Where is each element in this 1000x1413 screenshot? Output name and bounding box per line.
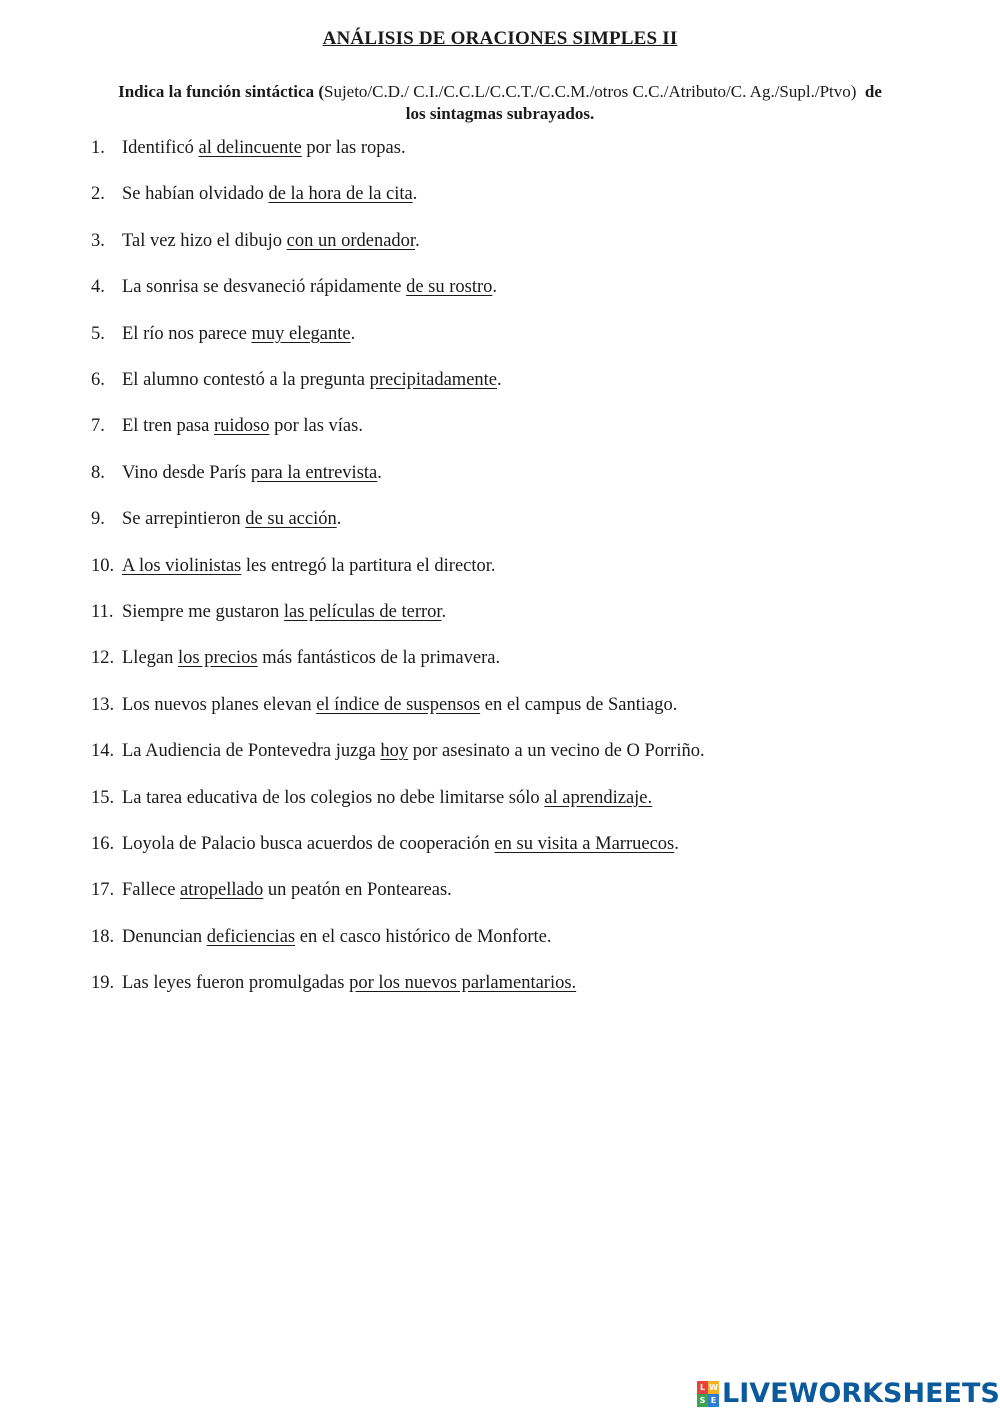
- sentence-post: .: [497, 370, 502, 390]
- logo-tile: W: [709, 1383, 718, 1392]
- sentence-pre: Vino desde París: [122, 462, 251, 483]
- sentence-post: .: [441, 602, 447, 622]
- page-title: ANÁLISIS DE ORACIONES SIMPLES II: [322, 28, 678, 49]
- sentence-pre: Se habían olvidado: [122, 184, 269, 205]
- sentence-pre: Loyola de Palacio busca acuerdos de cooperación: [122, 834, 495, 854]
- underlined-phrase: en su visita a Marruecos: [494, 834, 675, 854]
- sentence-pre: La tarea educativa de los colegios no debe limitarse sólo: [122, 787, 545, 808]
- sentence-post: .: [377, 462, 382, 483]
- sentence-pre: Llegan: [122, 648, 178, 669]
- sentence-pre: El tren pasa: [122, 416, 214, 437]
- sentence-post: .: [674, 834, 679, 854]
- underlined-phrase: ruidoso: [213, 416, 270, 437]
- logo-text: LIVEWORKSHEETS: [722, 1378, 1000, 1409]
- underlined-phrase: al aprendizaje.: [544, 787, 653, 808]
- underlined-phrase: por los nuevos parlamentarios.: [349, 973, 577, 994]
- sentence-post: les entregó la partitura el director.: [241, 555, 496, 576]
- sentence-text: [122, 184, 417, 205]
- sentence-number: 19.: [91, 973, 115, 994]
- sentence-text: [122, 602, 446, 623]
- sentence-text: [122, 788, 652, 809]
- sentence-text: [122, 556, 496, 577]
- sentence-post: .: [336, 509, 342, 530]
- sentence-number: 9.: [91, 509, 105, 530]
- sentence-post: por las ropas.: [301, 138, 406, 158]
- sentence-number: 4.: [91, 277, 105, 298]
- underlined-phrase: deficiencias: [206, 926, 296, 947]
- sentence-number: 14.: [91, 741, 115, 762]
- sentence-number: 18.: [91, 926, 115, 947]
- sentence-text: [122, 927, 551, 948]
- sentence-text: [122, 880, 452, 901]
- underlined-phrase: de su rostro: [406, 277, 493, 298]
- sentence-number: 15.: [91, 787, 115, 808]
- sentence-text: [122, 416, 363, 437]
- sentence-number: 17.: [91, 880, 115, 901]
- instructions-roles: Sujeto/C.D./ C.I./C.C.L/C.C.T./C.C.M./otros C.C./Atributo/C. Ag./Supl./Ptvo): [323, 82, 857, 101]
- sentence-number: 1.: [91, 138, 105, 158]
- sentence-text: [122, 695, 677, 716]
- sentence-post: en el casco histórico de Monforte.: [295, 926, 552, 947]
- sentence-number: 5.: [91, 323, 105, 344]
- sentence-pre: Se arrepintieron: [122, 509, 246, 530]
- underlined-phrase: de su acción: [245, 509, 337, 530]
- sentence-text: [122, 509, 341, 530]
- sentence-post: .: [415, 230, 420, 251]
- sentence-text: [122, 324, 355, 345]
- instructions: [110, 81, 890, 125]
- sentence-text: [122, 370, 502, 391]
- sentence-number: 3.: [91, 230, 105, 251]
- logo-tile: S: [697, 1394, 708, 1407]
- logo-icon: [697, 1381, 719, 1407]
- liveworksheets-logo: [697, 1377, 1000, 1411]
- underlined-phrase: los precios: [178, 648, 258, 669]
- underlined-phrase: muy elegante: [251, 323, 351, 344]
- sentence-pre: El alumno contestó a la pregunta: [122, 370, 370, 390]
- sentence-number: 13.: [91, 694, 115, 715]
- logo-tile: L: [697, 1381, 708, 1394]
- sentence-number: 11.: [91, 602, 114, 622]
- sentence-text: [122, 834, 679, 855]
- sentence-text: [122, 231, 420, 252]
- sentence-number: 8.: [91, 462, 105, 483]
- underlined-phrase: hoy: [380, 741, 409, 762]
- sentence-text: [122, 973, 576, 994]
- sentence-text: [122, 741, 705, 762]
- sentence-pre: La Audiencia de Pontevedra juzga: [122, 741, 381, 762]
- sentence-number: 10.: [91, 555, 115, 576]
- sentence-number: 7.: [91, 416, 105, 437]
- sentence-pre: Los nuevos planes elevan: [122, 694, 317, 715]
- underlined-phrase: precipitadamente: [369, 370, 498, 390]
- sentence-number: 12.: [91, 648, 115, 669]
- underlined-phrase: para la entrevista: [250, 462, 378, 483]
- sentence-text: [122, 648, 500, 669]
- sentence-pre: La sonrisa se desvaneció rápidamente: [122, 277, 407, 298]
- sentence-post: por las vías.: [269, 416, 363, 437]
- underlined-phrase: atropellado: [180, 880, 264, 901]
- underlined-phrase: con un ordenador: [286, 230, 416, 251]
- instructions-bold-end: de los sintagmas subrayados.: [405, 82, 882, 123]
- sentence-pre: El río nos parece: [122, 323, 252, 344]
- sentence-pre: Identificó: [122, 138, 199, 158]
- sentence-pre: Las leyes fueron promulgadas: [122, 973, 350, 994]
- sentence-number: 16.: [91, 834, 115, 854]
- sentence-text: [122, 463, 382, 484]
- underlined-phrase: A los violinistas: [122, 555, 242, 576]
- sentence-pre: Fallece: [122, 880, 181, 901]
- sentence-pre: Denuncian: [122, 926, 207, 947]
- sentence-pre: Siempre me gustaron: [122, 602, 284, 622]
- sentence-pre: Tal vez hizo el dibujo: [122, 230, 287, 251]
- sentence-post: en el campus de Santiago.: [480, 694, 678, 715]
- sentence-post: .: [350, 323, 356, 344]
- sentence-post: por asesinato a un vecino de O Porriño.: [408, 741, 705, 762]
- instructions-bold-start: Indica la función sintáctica (: [118, 82, 324, 101]
- sentence-number: 2.: [91, 184, 105, 205]
- logo-tile: E: [708, 1394, 719, 1407]
- sentence-post: más fantásticos de la primavera.: [257, 648, 501, 669]
- sentence-post: un peatón en Ponteareas.: [263, 880, 452, 901]
- sentence-post: .: [492, 277, 498, 298]
- sentence-text: [122, 138, 406, 159]
- sentence-text: [122, 277, 497, 298]
- sentence-post: .: [412, 184, 418, 205]
- underlined-phrase: el índice de suspensos: [316, 694, 481, 715]
- underlined-phrase: de la hora de la cita: [268, 184, 413, 205]
- underlined-phrase: al delincuente: [198, 138, 302, 158]
- sentence-number: 6.: [91, 370, 105, 390]
- underlined-phrase: las películas de terror: [283, 602, 442, 622]
